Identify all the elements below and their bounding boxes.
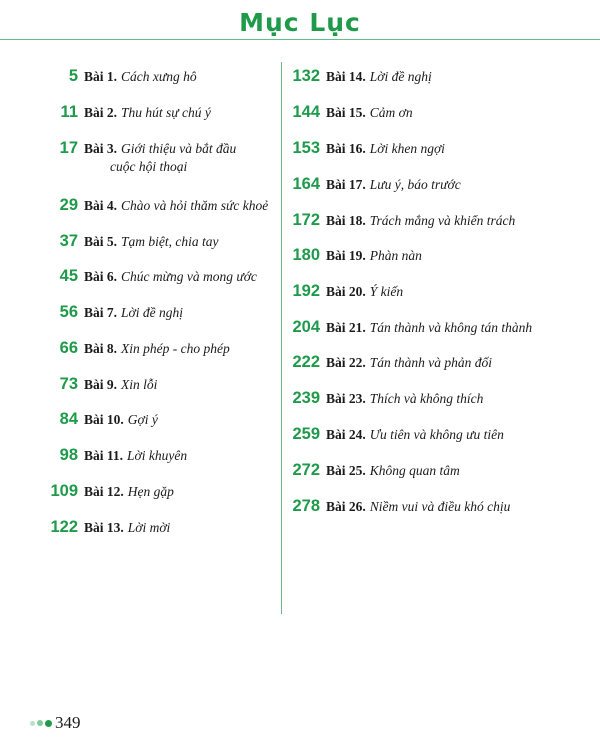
toc-page-number: 222 — [292, 353, 320, 371]
toc-page-number: 98 — [59, 446, 78, 464]
toc-entry — [278, 103, 413, 122]
toc-lesson-title: Xin phép - cho phép — [121, 341, 230, 356]
toc-page-number: 153 — [292, 139, 320, 157]
toc-lesson-label: Bài 10. — [84, 412, 124, 427]
toc-lesson-title: Thích và không thích — [369, 391, 484, 406]
footer-dot-icon — [37, 720, 43, 726]
toc-entry — [36, 303, 183, 322]
toc-page-number: 272 — [292, 461, 320, 479]
toc-page-number: 132 — [292, 67, 320, 85]
toc-page-number: 204 — [292, 318, 320, 336]
toc-page-number: 29 — [59, 196, 78, 214]
toc-lesson-label: Bài 24. — [326, 427, 366, 442]
toc-lesson-title: Tán thành và phản đối — [369, 355, 493, 370]
toc-page-number: 172 — [292, 211, 320, 229]
toc-lesson-title: Giới thiệu và bắt đầu — [121, 141, 237, 156]
header-divider — [0, 39, 600, 40]
toc-lesson-label: Bài 25. — [326, 463, 366, 478]
footer-dot-icon — [45, 720, 52, 727]
toc-page-number: 11 — [60, 103, 78, 121]
toc-entry — [278, 353, 492, 372]
toc-entry — [36, 196, 268, 215]
toc-entry — [36, 482, 174, 501]
toc-lesson-title: Phàn nàn — [369, 248, 422, 263]
toc-lesson-title: Tạm biệt, chia tay — [121, 234, 219, 249]
toc-page-number: 73 — [59, 375, 78, 393]
toc-page-number: 278 — [292, 497, 320, 515]
toc-lesson-label: Bài 15. — [326, 105, 366, 120]
toc-lesson-title: Trách mắng và khiển trách — [369, 213, 516, 228]
toc-entry — [36, 410, 158, 429]
toc-page-number: 259 — [292, 425, 320, 443]
toc-page-number: 144 — [292, 103, 320, 121]
toc-lesson-label: Bài 22. — [326, 355, 366, 370]
toc-lesson-label: Bài 12. — [84, 484, 124, 499]
toc-entry — [278, 282, 403, 301]
toc-lesson-title: Ưu tiên và không ưu tiên — [369, 427, 504, 442]
toc-entry — [278, 246, 422, 265]
page-title: Mục Lục — [239, 8, 361, 37]
toc-lesson-title-continued: cuộc hội thoại — [110, 159, 188, 174]
toc-entry — [36, 446, 187, 465]
toc-page-number: 5 — [68, 67, 78, 85]
toc-lesson-label: Bài 9. — [84, 377, 118, 392]
toc-lesson-title: Xin lỗi — [121, 377, 158, 392]
toc-entry — [36, 67, 197, 86]
toc-lesson-label: Bài 3. — [84, 141, 118, 156]
toc-lesson-label: Bài 6. — [84, 269, 118, 284]
toc-lesson-title: Gợi ý — [127, 412, 158, 427]
toc-lesson-title: Lời khuyên — [127, 448, 188, 463]
toc-lesson-label: Bài 23. — [326, 391, 366, 406]
toc-entry — [278, 425, 504, 444]
toc-lesson-label: Bài 20. — [326, 284, 366, 299]
toc-lesson-label: Bài 18. — [326, 213, 366, 228]
toc-lesson-label: Bài 7. — [84, 305, 118, 320]
toc-entry — [278, 175, 461, 194]
toc-page-number: 56 — [59, 303, 78, 321]
toc-page-number: 164 — [292, 175, 320, 193]
toc-entry — [36, 103, 211, 122]
toc-entry — [278, 497, 510, 516]
toc-lesson-title: Hẹn gặp — [127, 484, 174, 499]
toc-lesson-title: Lưu ý, báo trước — [369, 177, 461, 192]
toc-lesson-title: Chào và hỏi thăm sức khoẻ — [121, 198, 269, 213]
toc-entry — [278, 67, 432, 86]
toc-lesson-label: Bài 2. — [84, 105, 118, 120]
toc-entry — [278, 139, 445, 158]
toc-entry — [278, 318, 532, 337]
toc-lesson-title: Ý kiến — [369, 284, 404, 299]
toc-page-number: 84 — [59, 410, 78, 428]
toc-page-number: 109 — [50, 482, 78, 500]
toc-page-number: 192 — [292, 282, 320, 300]
toc-lesson-title: Lời đề nghị — [121, 305, 183, 320]
toc-lesson-label: Bài 4. — [84, 198, 118, 213]
toc-page-number: 180 — [292, 246, 320, 264]
toc-page-number: 122 — [50, 518, 78, 536]
toc-lesson-label: Bài 19. — [326, 248, 366, 263]
toc-entry — [36, 139, 236, 158]
toc-lesson-title: Tán thành và không tán thành — [369, 320, 533, 335]
toc-entry — [36, 267, 257, 286]
page-number: 349 — [55, 713, 81, 732]
toc-lesson-title: Không quan tâm — [369, 463, 460, 478]
footer-dot-icon — [30, 721, 35, 726]
toc-lesson-title: Niềm vui và điều khó chịu — [369, 499, 511, 514]
toc-lesson-title: Cách xưng hô — [121, 69, 197, 84]
toc-lesson-label: Bài 1. — [84, 69, 118, 84]
toc-entry — [36, 518, 170, 537]
toc-entry — [278, 211, 515, 230]
toc-page-number: 17 — [59, 139, 78, 157]
toc-lesson-label: Bài 21. — [326, 320, 366, 335]
toc-page-number: 239 — [292, 389, 320, 407]
toc-lesson-title: Thu hút sự chú ý — [121, 105, 211, 120]
toc-lesson-title: Cảm ơn — [369, 105, 413, 120]
page-footer — [30, 713, 81, 733]
toc-lesson-title: Chúc mừng và mong ước — [121, 269, 257, 284]
toc-lesson-label: Bài 8. — [84, 341, 118, 356]
toc-entry — [36, 375, 157, 394]
toc-lesson-label: Bài 17. — [326, 177, 366, 192]
toc-lesson-label: Bài 11. — [84, 448, 124, 463]
toc-lesson-title: Lời khen ngợi — [369, 141, 445, 156]
toc-page-number: 37 — [59, 232, 78, 250]
toc-entry — [36, 232, 219, 251]
toc-page-number: 66 — [59, 339, 78, 357]
toc-lesson-label: Bài 16. — [326, 141, 366, 156]
toc-lesson-label: Bài 26. — [326, 499, 366, 514]
toc-lesson-title: Lời đề nghị — [369, 69, 432, 84]
toc-entry — [278, 461, 460, 480]
toc-lesson-label: Bài 5. — [84, 234, 118, 249]
toc-entry — [36, 339, 230, 358]
toc-page-number: 45 — [59, 267, 78, 285]
toc-lesson-label: Bài 14. — [326, 69, 366, 84]
toc-lesson-title: Lời mời — [127, 520, 171, 535]
toc-lesson-label: Bài 13. — [84, 520, 124, 535]
toc-entry — [278, 389, 483, 408]
